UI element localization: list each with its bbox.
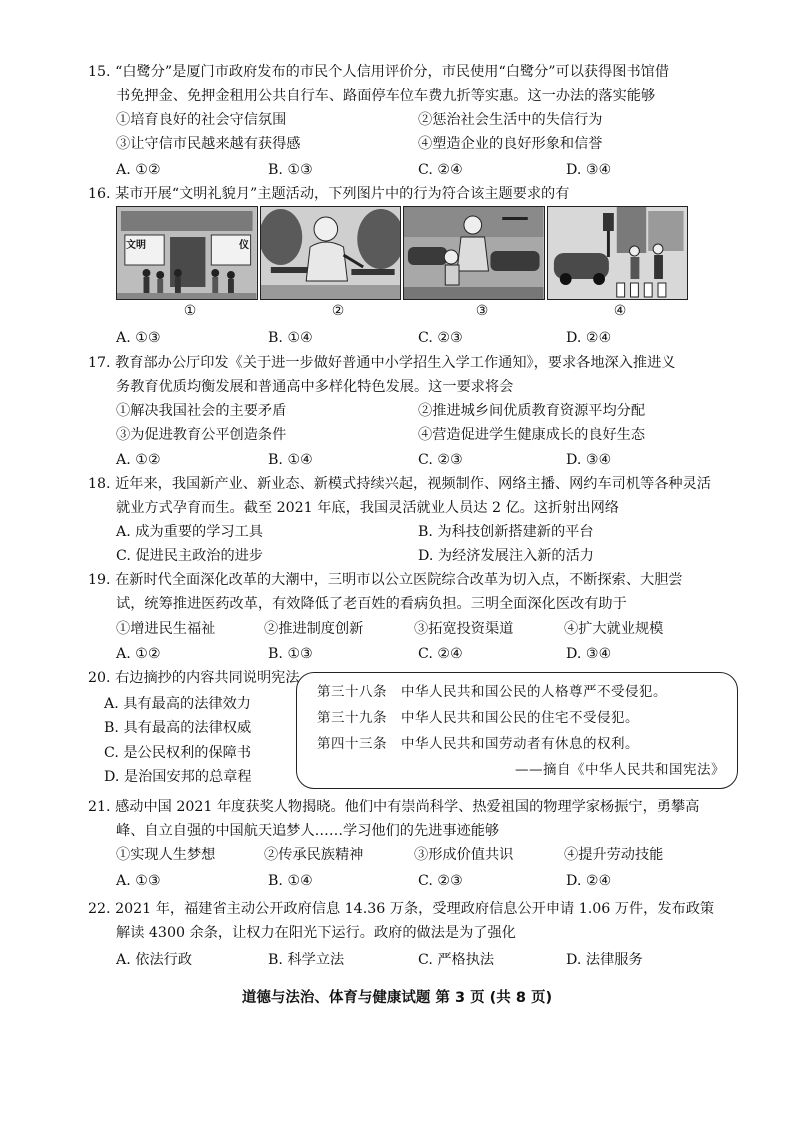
q17-option-c: C. ②③ — [418, 452, 463, 468]
q15-stem-line2: 书免押金、免押金租用公共自行车、路面停车位车费九折等实惠。这一办法的落实能够 — [116, 88, 656, 104]
q17-stem-line2: 务教育优质均衡发展和普通高中多样化特色发展。这一要求将会 — [116, 379, 514, 395]
q22-option-d: D. 法律服务 — [566, 952, 643, 968]
q19-option-b: B. ①③ — [268, 646, 313, 662]
q22-stem-line2: 解读 4300 余条，让权力在阳光下运行。政府的做法是为了强化 — [116, 925, 516, 941]
q19-statement-1: ①增进民生福祉 — [116, 621, 216, 637]
q19-statement-4: ④扩大就业规模 — [564, 621, 664, 637]
q19-statement-2: ②推进制度创新 — [264, 621, 364, 637]
q16-option-b: B. ①④ — [268, 330, 313, 346]
q21-stem-line2: 峰、自立自强的中国航天追梦人……学习他们的先进事迹能够 — [116, 823, 500, 839]
q20-option-c: C. 是公民权利的保障书 — [104, 745, 252, 761]
q15-option-c: C. ②④ — [418, 162, 463, 178]
q16-image-3-label: ③ — [475, 303, 489, 319]
q18-option-b: B. 为科技创新搭建新的平台 — [418, 524, 594, 540]
q19-option-a: A. ①② — [116, 646, 161, 662]
q16-stem-line1: 16. 某市开展“文明礼貌月”主题活动，下列图片中的行为符合该主题要求的有 — [88, 186, 570, 202]
q15-statement-1: ①培育良好的社会守信氛围 — [116, 112, 287, 128]
q17-statement-3: ③为促进教育公平创造条件 — [116, 427, 287, 443]
q16-option-c: C. ②③ — [418, 330, 463, 346]
q21-option-a: A. ①③ — [116, 873, 161, 889]
q20-option-a: A. 具有最高的法律效力 — [104, 696, 251, 712]
q16-image-1 — [116, 206, 258, 300]
q15-option-a: A. ①② — [116, 162, 161, 178]
q19-option-d: D. ③④ — [566, 646, 612, 662]
q17-statement-4: ④营造促进学生健康成长的良好生态 — [418, 427, 646, 443]
q17-option-b: B. ①④ — [268, 452, 313, 468]
q21-statement-3: ③形成价值共识 — [414, 847, 514, 863]
constitution-article-38: 第三十八条 中华人民共和国公民的人格尊严不受侵犯。 — [317, 684, 667, 700]
constitution-article-43: 第四十三条 中华人民共和国劳动者有休息的权利。 — [317, 736, 639, 752]
q16-image-row — [116, 206, 688, 298]
q22-option-b: B. 科学立法 — [268, 952, 345, 968]
q16-image-4-label: ④ — [613, 303, 627, 319]
q21-option-b: B. ①④ — [268, 873, 313, 889]
q16-img1-sign-right: 仪 — [239, 240, 249, 251]
q16-img1-sign-left: 文明 — [126, 240, 146, 251]
constitution-article-39: 第三十九条 中华人民共和国公民的住宅不受侵犯。 — [317, 710, 639, 726]
q19-stem-line2: 试，统筹推进医药改革，有效降低了老百姓的看病负担。三明全面深化医改有助于 — [116, 596, 627, 612]
q16-option-d: D. ②④ — [566, 330, 612, 346]
q18-stem-line2: 就业方式孕育而生。截至 2021 年底，我国灵活就业人员达 2 亿。这折射出网络 — [116, 500, 619, 516]
page-footer: 道德与法治、体育与健康试题 第 3 页 (共 8 页) — [241, 990, 553, 1006]
q22-option-c: C. 严格执法 — [418, 952, 495, 968]
q19-stem-line1: 19. 在新时代全面深化改革的大潮中，三明市以公立医院综合改革为切入点，不断探索、大胆尝 — [88, 572, 683, 588]
q18-option-d: D. 为经济发展注入新的活力 — [418, 548, 594, 564]
q17-statement-2: ②推进城乡间优质教育资源平均分配 — [418, 403, 646, 419]
q21-statement-1: ①实现人生梦想 — [116, 847, 216, 863]
constitution-source: ——摘自《中华人民共和国宪法》 — [515, 762, 725, 778]
q15-stem-line1: 15. “白鹭分”是厦门市政府发布的市民个人信用评价分，市民使用“白鹭分”可以获得图书馆借 — [88, 64, 670, 80]
q17-option-a: A. ①② — [116, 452, 161, 468]
q20-option-d: D. 是治国安邦的总章程 — [104, 769, 252, 785]
q21-option-d: D. ②④ — [566, 873, 612, 889]
q22-option-a: A. 依法行政 — [116, 952, 193, 968]
q20-stem-line1: 20. 右边摘抄的内容共同说明宪法 — [88, 670, 300, 686]
q21-stem-line1: 21. 感动中国 2021 年度获奖人物揭晓。他们中有崇尚科学、热爱祖国的物理学家杨振宁，勇攀高 — [88, 799, 700, 815]
q19-option-c: C. ②④ — [418, 646, 463, 662]
q16-option-a: A. ①③ — [116, 330, 161, 346]
q19-statement-3: ③拓宽投资渠道 — [414, 621, 514, 637]
q16-image-1-label: ① — [183, 303, 197, 319]
q18-option-c: C. 促进民主政治的进步 — [116, 548, 264, 564]
q21-statement-4: ④提升劳动技能 — [564, 847, 664, 863]
q16-image-4 — [547, 206, 689, 300]
q15-option-d: D. ③④ — [566, 162, 612, 178]
q17-option-d: D. ③④ — [566, 452, 612, 468]
q20-option-b: B. 具有最高的法律权威 — [104, 720, 252, 736]
q15-statement-2: ②惩治社会生活中的失信行为 — [418, 112, 603, 128]
q16-image-3 — [403, 206, 545, 300]
q16-image-2-label: ② — [331, 303, 345, 319]
q16-image-2 — [260, 206, 402, 300]
q18-option-a: A. 成为重要的学习工具 — [116, 524, 263, 540]
constitution-excerpt-box — [296, 672, 738, 789]
q17-statement-1: ①解决我国社会的主要矛盾 — [116, 403, 287, 419]
q21-option-c: C. ②③ — [418, 873, 463, 889]
q15-statement-3: ③让守信市民越来越有获得感 — [116, 136, 301, 152]
q17-stem-line1: 17. 教育部办公厅印发《关于进一步做好普通中小学招生入学工作通知》，要求各地深入推进义 — [88, 355, 676, 371]
q18-stem-line1: 18. 近年来，我国新产业、新业态、新模式持续兴起，视频制作、网络主播、网约车司机等各种灵活 — [88, 476, 711, 492]
q21-statement-2: ②传承民族精神 — [264, 847, 364, 863]
q15-option-b: B. ①③ — [268, 162, 313, 178]
q15-statement-4: ④塑造企业的良好形象和信誉 — [418, 136, 603, 152]
q22-stem-line1: 22. 2021 年，福建省主动公开政府信息 14.36 万条，受理政府信息公开申请 1.06 万件，发布政策 — [88, 901, 715, 917]
